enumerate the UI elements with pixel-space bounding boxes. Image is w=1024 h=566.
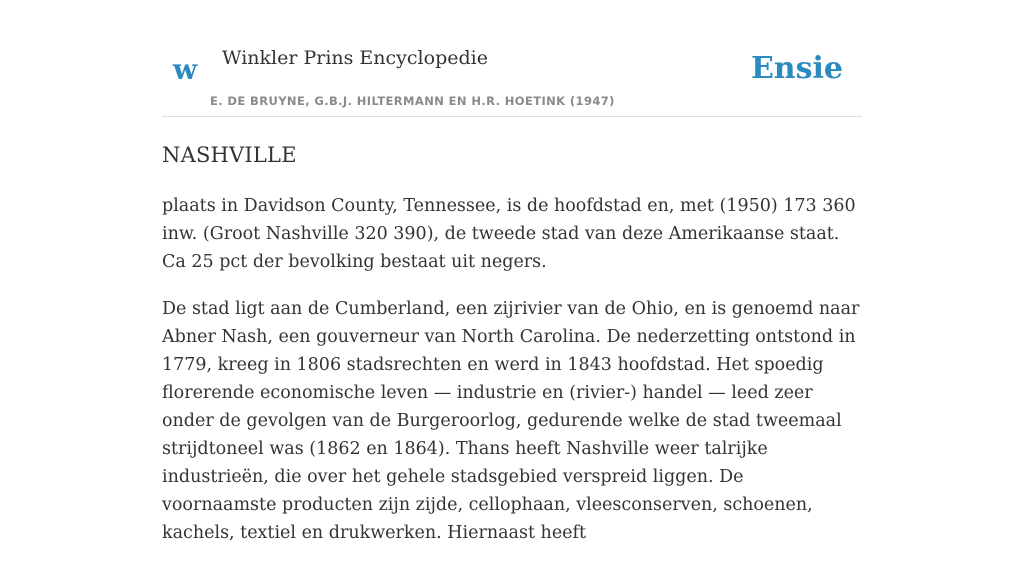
source-authors: E. DE BRUYNE, G.B.J. HILTERMANN EN H.R. HOETINK (1947) bbox=[210, 94, 615, 108]
article-paragraph: plaats in Davidson County, Tennessee, is de hoofdstad en, met (1950) 173 360 inw. (Groot Nashville 320 390), de tweede stad van deze Amerikaanse staat. Ca 25 pct der bevolking bestaat uit negers. bbox=[162, 196, 856, 272]
article-headword: NASHVILLE bbox=[162, 143, 297, 167]
article-body bbox=[162, 192, 862, 566]
ensie-logo[interactable]: Ensie bbox=[750, 51, 843, 86]
winkler-prins-logo[interactable]: w bbox=[173, 53, 198, 86]
source-title[interactable]: Winkler Prins Encyclopedie bbox=[222, 47, 488, 69]
page-header bbox=[162, 0, 862, 117]
article-paragraph: De stad ligt aan de Cumberland, een zijrivier van de Ohio, en is genoemd naar Abner Nash, een gouverneur van North Carolina. De nederzetting ontstond in 1779, kreeg in 1806 stadsrechten en werd in 1843 hoofdstad. Het spoedig florerende economische leven — industrie en (rivier-) handel — leed zeer onder de gevolgen van de Burgeroorlog, gedurende welke de stad tweemaal strijdtoneel was (1862 en 1864). Thans heeft Nashville weer talrijke industrieën, die over het gehele stadsgebied verspreid liggen. De voornaamste producten zijn zijde, cellophaan, vleesconserven, schoenen, kachels, textiel en drukwerken. Hiernaast heeft bbox=[162, 299, 860, 543]
